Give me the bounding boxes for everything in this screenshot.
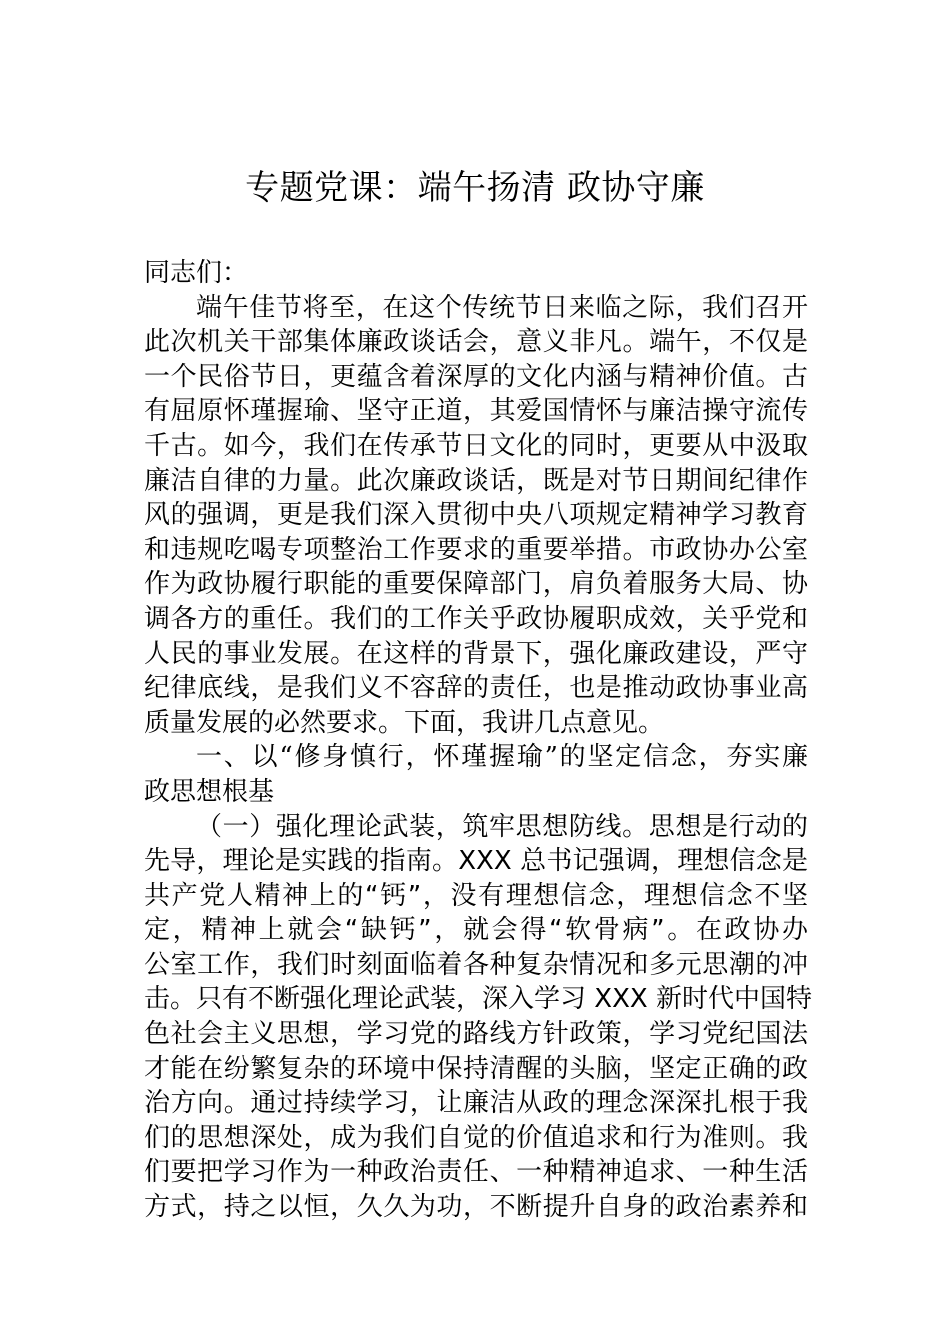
paragraph-line: 定，精神上就会“缺钙”，就会得“软骨病”。在政协办 [144,915,808,946]
paragraph-line: 质量发展的必然要求。下面，我讲几点意见。 [144,707,665,738]
paragraph-line: 廉洁自律的力量。此次廉政谈话，既是对节日期间纪律作 [144,465,808,496]
document-body [144,256,812,1225]
paragraph-line: 公室工作，我们时刻面临着各种复杂情况和多元思潮的冲 [144,949,808,980]
salutation: 同志们： [144,258,249,288]
paragraph-line: （一）强化理论武装，筑牢思想防线。思想是行动的 [196,811,808,842]
paragraph-line: 调各方的重任。我们的工作关乎政协履职成效，关乎党和 [144,603,808,634]
paragraph-line: 治方向。通过持续学习，让廉洁从政的理念深深扎根于我 [144,1088,808,1119]
paragraph-line: 击。只有不断强化理论武装，深入学习 XXX 新时代中国特 [144,984,812,1015]
paragraph-line: 们要把学习作为一种政治责任、一种精神追求、一种生活 [144,1157,808,1188]
paragraph-line: 千古。如今，我们在传承节日文化的同时，更要从中汲取 [144,430,808,461]
paragraph-line: 方式，持之以恒，久久为功，不断提升自身的政治素养和 [144,1192,808,1223]
paragraph-line: 才能在纷繁复杂的环境中保持清醒的头脑，坚定正确的政 [144,1053,808,1084]
paragraph-line: 色社会主义思想，学习党的路线方针政策，学习党纪国法 [144,1019,808,1050]
paragraph-line: 先导，理论是实践的指南。XXX 总书记强调，理想信念是 [144,846,808,877]
paragraph-line: 人民的事业发展。在这样的背景下，强化廉政建设，严守 [144,638,808,669]
section-heading-line: 一、以“修身慎行，怀瑾握瑜”的坚定信念，夯实廉 [196,742,808,773]
paragraph-line: 端午佳节将至，在这个传统节日来临之际，我们召开 [196,292,808,323]
paragraph-line: 风的强调，更是我们深入贯彻中央八项规定精神学习教育 [144,500,808,531]
paragraph-line: 和违规吃喝专项整治工作要求的重要举措。市政协办公室 [144,534,808,565]
paragraph-line: 此次机关干部集体廉政谈话会，意义非凡。端午，不仅是 [144,327,808,358]
paragraph-line: 们的思想深处，成为我们自觉的价值追求和行为准则。我 [144,1122,808,1153]
paragraph-line: 一个民俗节日，更蕴含着深厚的文化内涵与精神价值。古 [144,361,808,392]
paragraph-line: 共产党人精神上的“钙”，没有理想信念，理想信念不坚 [144,880,808,911]
paragraph-line: 作为政协履行职能的重要保障部门，肩负着服务大局、协 [144,569,808,600]
paragraph-line: 有屈原怀瑾握瑜、坚守正道，其爱国情怀与廉洁操守流传 [144,396,808,427]
paragraph-line: 纪律底线，是我们义不容辞的责任，也是推动政协事业高 [144,673,808,704]
document-title: 专题党课：端午扬清 政协守廉 [245,168,705,208]
section-heading-line: 政思想根基 [144,776,275,807]
